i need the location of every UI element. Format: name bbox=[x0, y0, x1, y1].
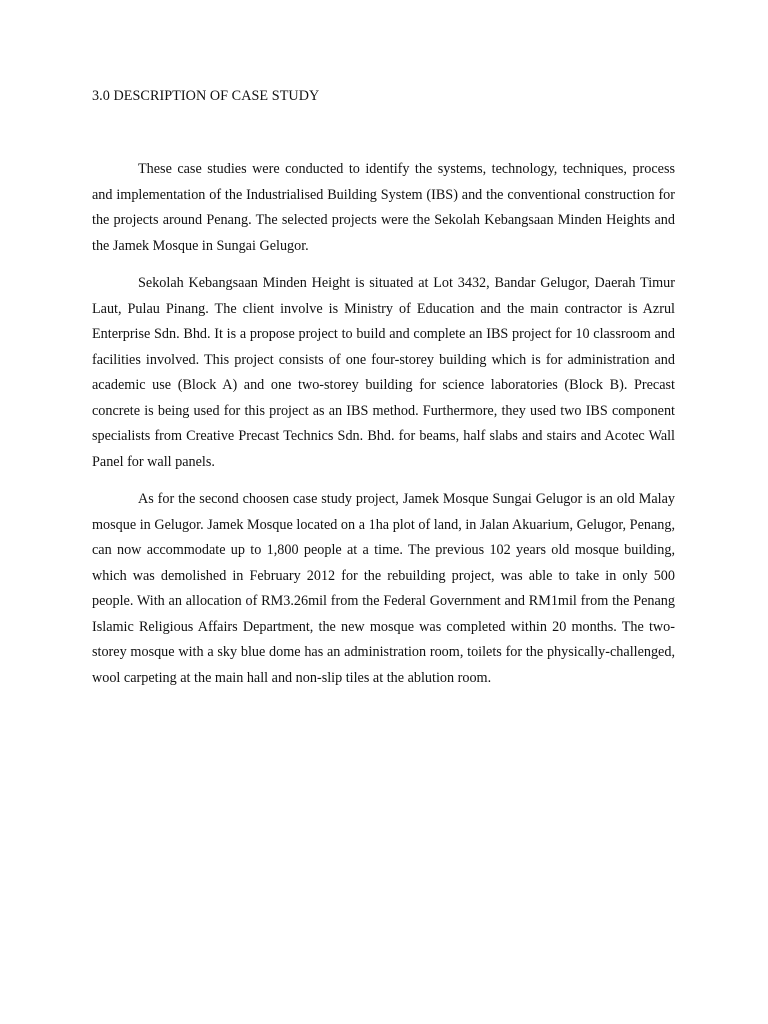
paragraph-minden-heights: Sekolah Kebangsaan Minden Height is situated at Lot 3432, Bandar Gelugor, Daerah Timur Laut, Pulau Pinang. The client involve is Ministry of Education and the main contractor is Azrul Enterprise Sdn. Bhd. It is a propose project to build and complete an IBS project for 10 classroom and facilities involved. This project consists of one four-storey building which is for administration and academic use (Block A) and one two-storey building for science laboratories (Block B). Precast concrete is being used for this project as an IBS method. Furthermore, they used two IBS component specialists from Creative Precast Technics Sdn. Bhd. for beams, half slabs and stairs and Acotec Wall Panel for wall panels. bbox=[92, 275, 675, 470]
paragraph-jamek-mosque: As for the second choosen case study project, Jamek Mosque Sungai Gelugor is an old Malay mosque in Gelugor. Jamek Mosque located on a 1ha plot of land, in Jalan Akuarium, Gelugor, Penang, can now accommodate up to 1,800 people at a time. The previous 102 years old mosque building, which was demolished in February 2012 for the rebuilding project, was able to take in only 500 people. With an allocation of RM3.26mil from the Federal Government and RM1mil from the Penang Islamic Religious Affairs Department, the new mosque was completed within 20 months. The two-storey mosque with a sky blue dome has an administration room, toilets for the physically-challenged, wool carpeting at the main hall and non-slip tiles at the ablution room. bbox=[92, 491, 675, 686]
section-heading: 3.0 DESCRIPTION OF CASE STUDY bbox=[92, 88, 320, 104]
section-body bbox=[92, 157, 675, 703]
paragraph-intro: These case studies were conducted to identify the systems, technology, techniques, process and implementation of the Industrialised Building System (IBS) and the conventional construction for the projects around Penang. The selected projects were the Sekolah Kebangsaan Minden Heights and the Jamek Mosque in Sungai Gelugor. bbox=[92, 161, 675, 254]
